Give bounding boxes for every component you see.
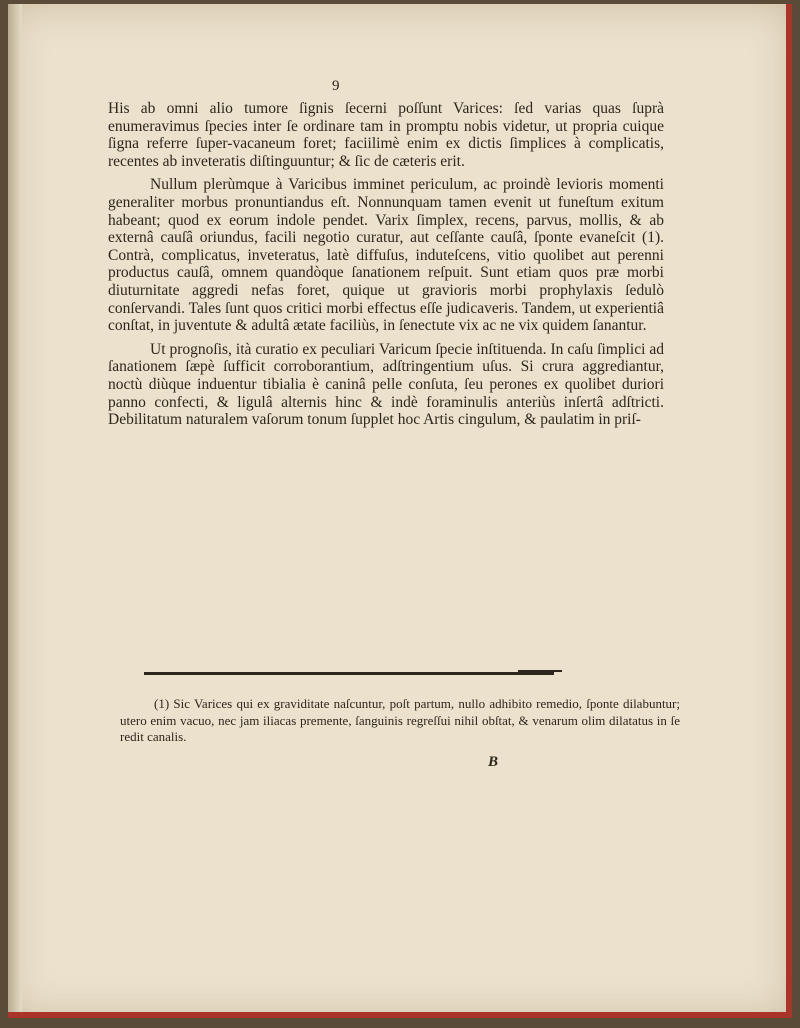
page-edge-right	[786, 4, 792, 1018]
page-edge-bottom	[8, 1012, 792, 1018]
page-number: 9	[332, 78, 340, 94]
paragraph-1: His ab omni alio tumore ſignis ſecerni poſſunt Varices: ſed varias quas ſuprà enumeravimus ſpecies inter ſe ordinare tam in promptu nobis videtur, ut propria cuique ſigna referre ſuper-vacaneum foret; faciilimè enim ex dictis ſimplices à complicatis, recentes ab inveteratis diſtinguuntur; & ſic de cæteris erit.	[108, 100, 664, 170]
footnote-separator-tail	[518, 670, 562, 672]
main-text	[108, 100, 664, 435]
page-gutter-shadow	[8, 4, 22, 1018]
paragraph-2: Nullum plerùmque à Varicibus imminet periculum, ac proindè levioris momenti generaliter morbus pronuntiandus eſt. Nonnunquam tamen evenit ut funeſtum exitum habeant; quod ex eorum indole pendet. Varix ſimplex, recens, parvus, mollis, & ab externâ cauſâ oriundus, facili negotio curatur, aut ceſſante cauſâ, ſponte evaneſcit (1). Contrà, complicatus, inveteratus, latè diffuſus, induteſcens, vitio quolibet aut perenni productus cauſâ, omnem quandòque ſanationem reſpuit. Sunt etiam quos præ morbi diuturnitate aggredi nefas foret, quique ut gravioris morbi prophylaxis ſedulò conſervandi. Tales ſunt quos critici morbi effectus eſſe judicaveris. Tandem, ut experientiâ conſtat, in juventute & adultâ ætate faciliùs, in ſenectute vix ac ne vix quidem ſanantur.	[108, 176, 664, 335]
signature-mark: B	[488, 754, 499, 770]
paragraph-3: Ut prognoſis, ità curatio ex peculiari Varicum ſpecie inſtituenda. In caſu ſimplici ad ſanationem ſæpè ſufficit corroborantium, adſtringentium uſus. Si crura aggrediantur, noctù diùque induentur tibialia è caninâ pelle conſuta, ſeu perones ex quolibet duriori panno confecti, & ligulâ alternis hinc & indè foraminulis anteriùs inſertâ adſtricti. Debilitatum naturalem vaſorum tonum ſupplet hoc Artis cingulum, & paulatim in priſ-	[108, 340, 664, 429]
footnote-separator-rule	[144, 672, 554, 675]
footnote: (1) Sic Varices qui ex graviditate naſcuntur, poſt partum, nullo adhibito remedio, ſponte dilabuntur; utero enim vacuo, nec jam iliacas premente, ſanguinis regreſſui nihil obſtat, & venarum olim dilatatus in ſe redit canalis.	[120, 696, 680, 744]
